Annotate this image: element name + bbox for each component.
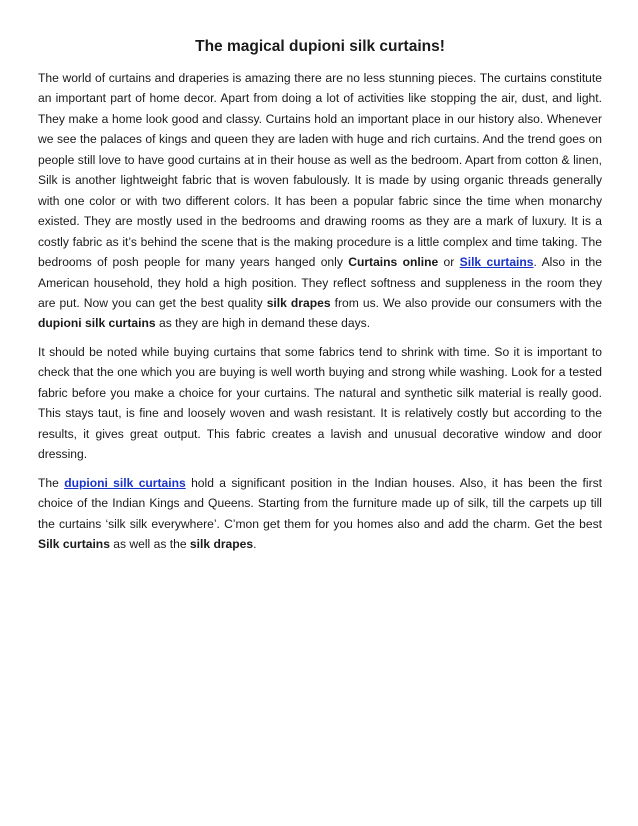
- paragraph-3-text-3: .: [253, 536, 257, 551]
- paragraph-1-text-2: or: [438, 255, 460, 270]
- paragraph-1: [38, 68, 602, 334]
- silk-curtains-link[interactable]: Silk curtains: [459, 255, 534, 270]
- paragraph-1-text-4: from us. We also provide our consumers with the: [330, 295, 602, 310]
- paragraph-1-text-5: as they are high in demand these days.: [155, 316, 371, 331]
- document-title: The magical dupioni silk curtains!: [195, 38, 445, 55]
- paragraph-1-text-3: . Also in the American household, they hold a high position. They reflect softness and suppleness in the room they are put. Now you can get the best quality: [38, 255, 602, 310]
- paragraph-3-text-1: hold a significant position in the Indian houses. Also, it has been the first choice of the Indian Kings and Queens. Starting from the furniture made up of silk, till the carpets up till the curtains ‘silk silk everywhere’. C’mon get them for you homes also and add the charm. Get the best: [38, 475, 603, 531]
- paragraph-3-text-2: as well as the: [109, 536, 190, 551]
- silk-curtains-bold: Silk curtains: [38, 536, 110, 551]
- curtains-online-bold: Curtains online: [348, 255, 439, 270]
- paragraph-3-text-0: The: [38, 475, 65, 490]
- paragraph-1-text-1: The world of curtains and draperies is amazing there are no less stunning pieces. The curtains constitute an important part of home decor. Apart from doing a lot of activities like stopping the air, dust, and light. They make a home look good and classy. Curtains hold an important place in our history also. Whenever we see the palaces of kings and queen they are laden with huge and rich curtains. And the trend goes on people still love to have good curtains at in their house as well as the bedroom. Apart from cotton & linen, Silk is another lightweight fabric that is woven fabulously. It is made by using organic threads generally with one color or with two different colors. It has been a popular fabric since the time when monarchy existed. They are mostly used in the bedrooms and drawing rooms as they are a mark of luxury. It is a costly fabric as it’s behind the scene that is the making procedure is a little complex and time taking. The bedrooms of posh people for many years hanged only: [38, 71, 602, 270]
- dupioni-silk-curtains-link[interactable]: dupioni silk curtains: [64, 475, 186, 490]
- paragraph-2-text: It should be noted while buying curtains that some fabrics tend to shrink with time. So it is important to check that the one which you are buying is well worth buying and strong while washing. Look for a tested fabric before you make a choice for your curtains. The natural and synthetic silk material is really good. This stays taut, is fine and loosely woven and wash resistant. It is relatively costly but according to the results, it gives great output. This fabric creates a lavish and unusual decorative window and door dressing.: [38, 344, 602, 462]
- document-page: [38, 34, 602, 562]
- paragraph-2: [38, 342, 602, 465]
- silk-drapes-bold-2: silk drapes: [189, 536, 254, 551]
- dupioni-silk-curtains-bold: dupioni silk curtains: [38, 316, 156, 331]
- paragraph-3: [38, 473, 602, 555]
- silk-drapes-bold: silk drapes: [266, 295, 331, 310]
